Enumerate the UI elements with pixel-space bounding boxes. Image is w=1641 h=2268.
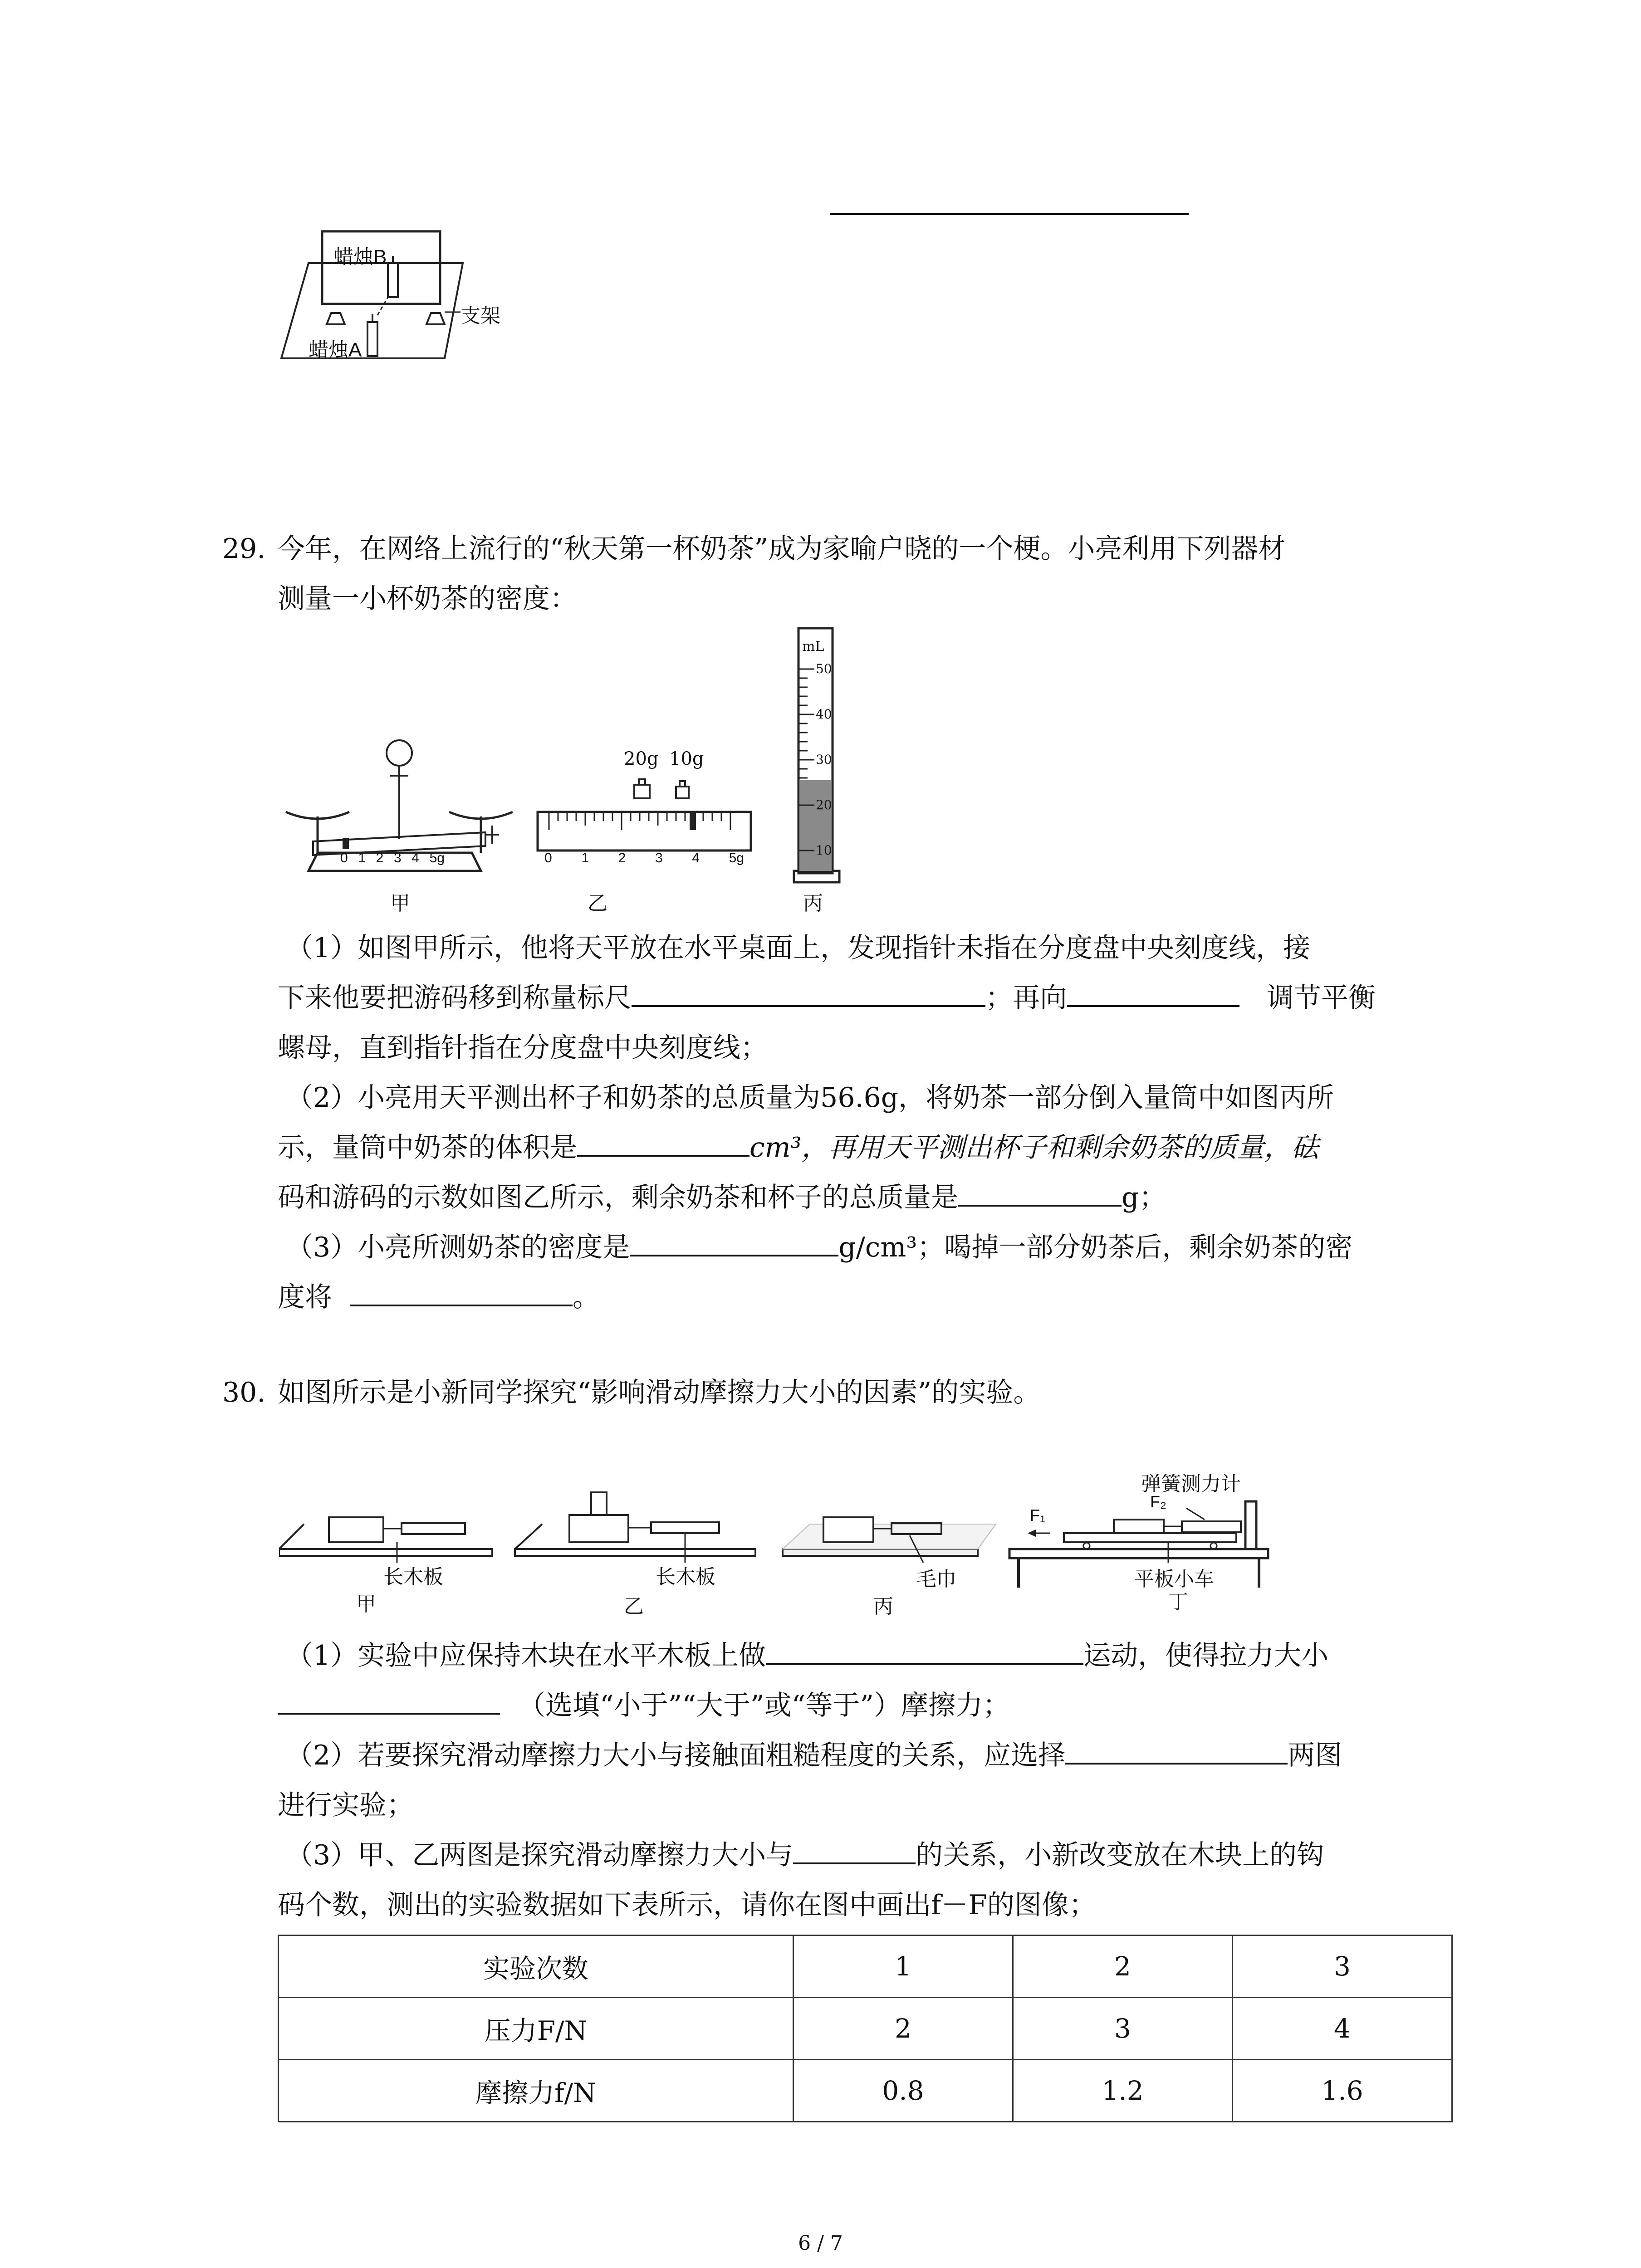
f2-label: F₂ bbox=[1150, 1492, 1166, 1511]
fig-jia-caption-q30: 甲 bbox=[356, 1593, 376, 1616]
answer-blank[interactable] bbox=[958, 1178, 1122, 1207]
cylinder-tick-50: 50 bbox=[816, 661, 832, 676]
cylinder-tick-20: 20 bbox=[816, 797, 832, 812]
q30-p1-b-text: （选填“小于”“大于”或“等于”）摩擦力； bbox=[518, 1690, 1010, 1721]
cylinder-unit: mL bbox=[802, 639, 824, 655]
table-cell: 2 bbox=[794, 1998, 1013, 2060]
table-cell: 3 bbox=[1233, 1936, 1452, 1998]
board2-label: 长木板 bbox=[656, 1566, 715, 1588]
fig-jia-caption: 甲 bbox=[390, 892, 410, 915]
q30-p1-b bbox=[278, 1683, 1010, 1728]
q29-p2-c bbox=[278, 1175, 1166, 1220]
weight-10g-label: 10g bbox=[669, 748, 704, 769]
q29-p2-b2: cm³，再用天平测出杯子和剩余奶茶的质量，砝 bbox=[749, 1132, 1319, 1163]
table-cell: 实验次数 bbox=[279, 1936, 794, 1998]
table-row bbox=[279, 2060, 1452, 2122]
q29-line1: 今年，在网络上流行的“秋天第一杯奶茶”成为家喻户晓的一个梗。小亮利用下列器材 bbox=[278, 533, 1286, 565]
rider-tick: 1 bbox=[581, 850, 589, 865]
q30-p1-a1: （1）实验中应保持木块在水平木板上做 bbox=[286, 1640, 766, 1672]
q29-p1-b1: 下来他要把游码移到称量标尺 bbox=[278, 982, 632, 1014]
q30-line1: 如图所示是小新同学探究“影响滑动摩擦力大小的因素”的实验。 bbox=[278, 1377, 1041, 1408]
q29-p2-c1: 码和游码的示数如图乙所示，剩余奶茶和杯子的总质量是 bbox=[278, 1182, 958, 1213]
data-table bbox=[278, 1935, 1453, 2122]
table-row bbox=[279, 1936, 1452, 1998]
q29-p2-b bbox=[278, 1125, 1319, 1170]
balance-tick: 3 bbox=[393, 850, 402, 865]
answer-blank[interactable] bbox=[350, 1277, 573, 1306]
board1-label: 长木板 bbox=[383, 1566, 443, 1588]
table-cell: 4 bbox=[1233, 1998, 1452, 2060]
q30-p1-a2: 运动，使得拉力大小 bbox=[1083, 1640, 1329, 1672]
graduated-cylinder-figure bbox=[789, 626, 844, 885]
cylinder-tick-40: 40 bbox=[816, 707, 832, 722]
cart-label: 平板小车 bbox=[1134, 1568, 1214, 1590]
q30-p3-a bbox=[286, 1833, 1324, 1878]
q29-p2-c2: g； bbox=[1122, 1182, 1166, 1213]
q29-p3-b2: 。 bbox=[573, 1281, 600, 1313]
balance-tick: 4 bbox=[411, 850, 419, 865]
answer-blank[interactable] bbox=[766, 1636, 1083, 1665]
answer-blank-line bbox=[830, 213, 1189, 215]
q29-p1-b2: ；再向 bbox=[985, 982, 1067, 1014]
q30-p2-b: 进行实验； bbox=[278, 1789, 414, 1821]
table-row bbox=[279, 1998, 1452, 2060]
rider-tick: 5g bbox=[729, 850, 744, 865]
answer-blank[interactable] bbox=[577, 1128, 749, 1157]
cylinder-tick-30: 30 bbox=[816, 752, 832, 767]
fig-yi-caption-q30: 乙 bbox=[624, 1595, 644, 1618]
q29-p1-a: （1）如图甲所示，他将天平放在水平桌面上，发现指针未指在分度盘中央刻度线，接 bbox=[286, 932, 1311, 964]
table-cell: 2 bbox=[1013, 1936, 1233, 1998]
q30-p3-a1: （3）甲、乙两图是探究滑动摩擦力大小与 bbox=[286, 1839, 794, 1871]
fig-bing-caption-q30: 丙 bbox=[873, 1595, 893, 1618]
weight-20g-label: 20g bbox=[624, 748, 659, 769]
table-cell: 1.6 bbox=[1233, 2060, 1452, 2122]
spring-meter-label: 弹簧测力计 bbox=[1141, 1473, 1241, 1495]
q29-p3-a1: （3）小亮所测奶茶的密度是 bbox=[286, 1232, 630, 1263]
q29-p3-b bbox=[278, 1275, 600, 1320]
friction-experiment-figure bbox=[279, 1465, 1304, 1628]
table-cell: 1.2 bbox=[1013, 2060, 1233, 2122]
rider-tick: 3 bbox=[655, 850, 663, 865]
q30-p2-a bbox=[286, 1733, 1342, 1778]
candle-a-label: 蜡烛A bbox=[309, 339, 362, 361]
fig-ding-caption-q30: 丁 bbox=[1168, 1590, 1188, 1613]
q29-p2-b1: 示，量筒中奶茶的体积是 bbox=[278, 1132, 577, 1163]
answer-blank[interactable] bbox=[1065, 1735, 1288, 1765]
balance-tick: 5g bbox=[429, 850, 445, 865]
q29-p2-a: （2）小亮用天平测出杯子和奶茶的总质量为56.6g，将奶茶一部分倒入量筒中如图丙所 bbox=[286, 1082, 1334, 1114]
table-cell: 0.8 bbox=[794, 2060, 1013, 2122]
q30-number: 30. bbox=[222, 1377, 266, 1408]
weights-figure bbox=[535, 748, 753, 880]
table-cell: 3 bbox=[1013, 1998, 1233, 2060]
q29-p1-b bbox=[278, 975, 1376, 1021]
stand-label: 支架 bbox=[460, 305, 500, 327]
q29-p3-a bbox=[286, 1225, 1352, 1270]
q30-p1-a bbox=[286, 1633, 1328, 1678]
page-number: 6 / 7 bbox=[798, 2232, 843, 2255]
q30-p2-a1: （2）若要探究滑动摩擦力大小与接触面粗糙程度的关系，应选择 bbox=[286, 1740, 1066, 1771]
rider-tick: 4 bbox=[692, 850, 700, 865]
answer-blank[interactable] bbox=[632, 978, 985, 1007]
cylinder-tick-10: 10 bbox=[816, 843, 832, 858]
answer-blank[interactable] bbox=[1067, 978, 1239, 1007]
answer-blank[interactable] bbox=[793, 1835, 916, 1864]
answer-blank[interactable] bbox=[278, 1686, 500, 1715]
f1-label: F₁ bbox=[1030, 1506, 1046, 1525]
balance-scale-numbers bbox=[340, 850, 445, 866]
q29-number: 29. bbox=[222, 533, 266, 565]
balance-tick: 0 bbox=[340, 850, 348, 865]
table-cell: 1 bbox=[794, 1936, 1013, 1998]
rider-tick: 2 bbox=[618, 850, 626, 865]
q29-p3-b1: 度将 bbox=[278, 1281, 332, 1313]
fig-bing-caption: 丙 bbox=[803, 892, 823, 915]
rider-scale-numbers bbox=[544, 850, 744, 866]
q30-p3-a2: 的关系，小新改变放在木块上的钩 bbox=[916, 1839, 1324, 1871]
rider-tick: 0 bbox=[544, 850, 552, 865]
towel-label: 毛巾 bbox=[916, 1568, 956, 1590]
answer-blank[interactable] bbox=[630, 1227, 838, 1256]
q30-p2-a2: 两图 bbox=[1288, 1740, 1342, 1771]
fig-yi-caption: 乙 bbox=[588, 892, 607, 915]
q29-p3-a2: g/cm³；喝掉一部分奶茶后，剩余奶茶的密 bbox=[838, 1232, 1353, 1263]
candle-b-label: 蜡烛B bbox=[333, 246, 387, 268]
candle-figure bbox=[272, 218, 508, 372]
table-cell: 摩擦力f/N bbox=[279, 2060, 794, 2122]
balance-figure bbox=[281, 735, 517, 889]
q29-p1-c: 螺母，直到指针指在分度盘中央刻度线； bbox=[278, 1032, 768, 1064]
balance-tick: 1 bbox=[358, 850, 366, 865]
balance-tick: 2 bbox=[376, 850, 384, 865]
q29-p1-b3: 调节平衡 bbox=[1267, 982, 1376, 1014]
table-cell: 压力F/N bbox=[279, 1998, 794, 2060]
q30-p3-b: 码个数，测出的实验数据如下表所示，请你在图中画出f－F的图像； bbox=[278, 1889, 1096, 1921]
q29-line2: 测量一小杯奶茶的密度： bbox=[278, 583, 577, 615]
